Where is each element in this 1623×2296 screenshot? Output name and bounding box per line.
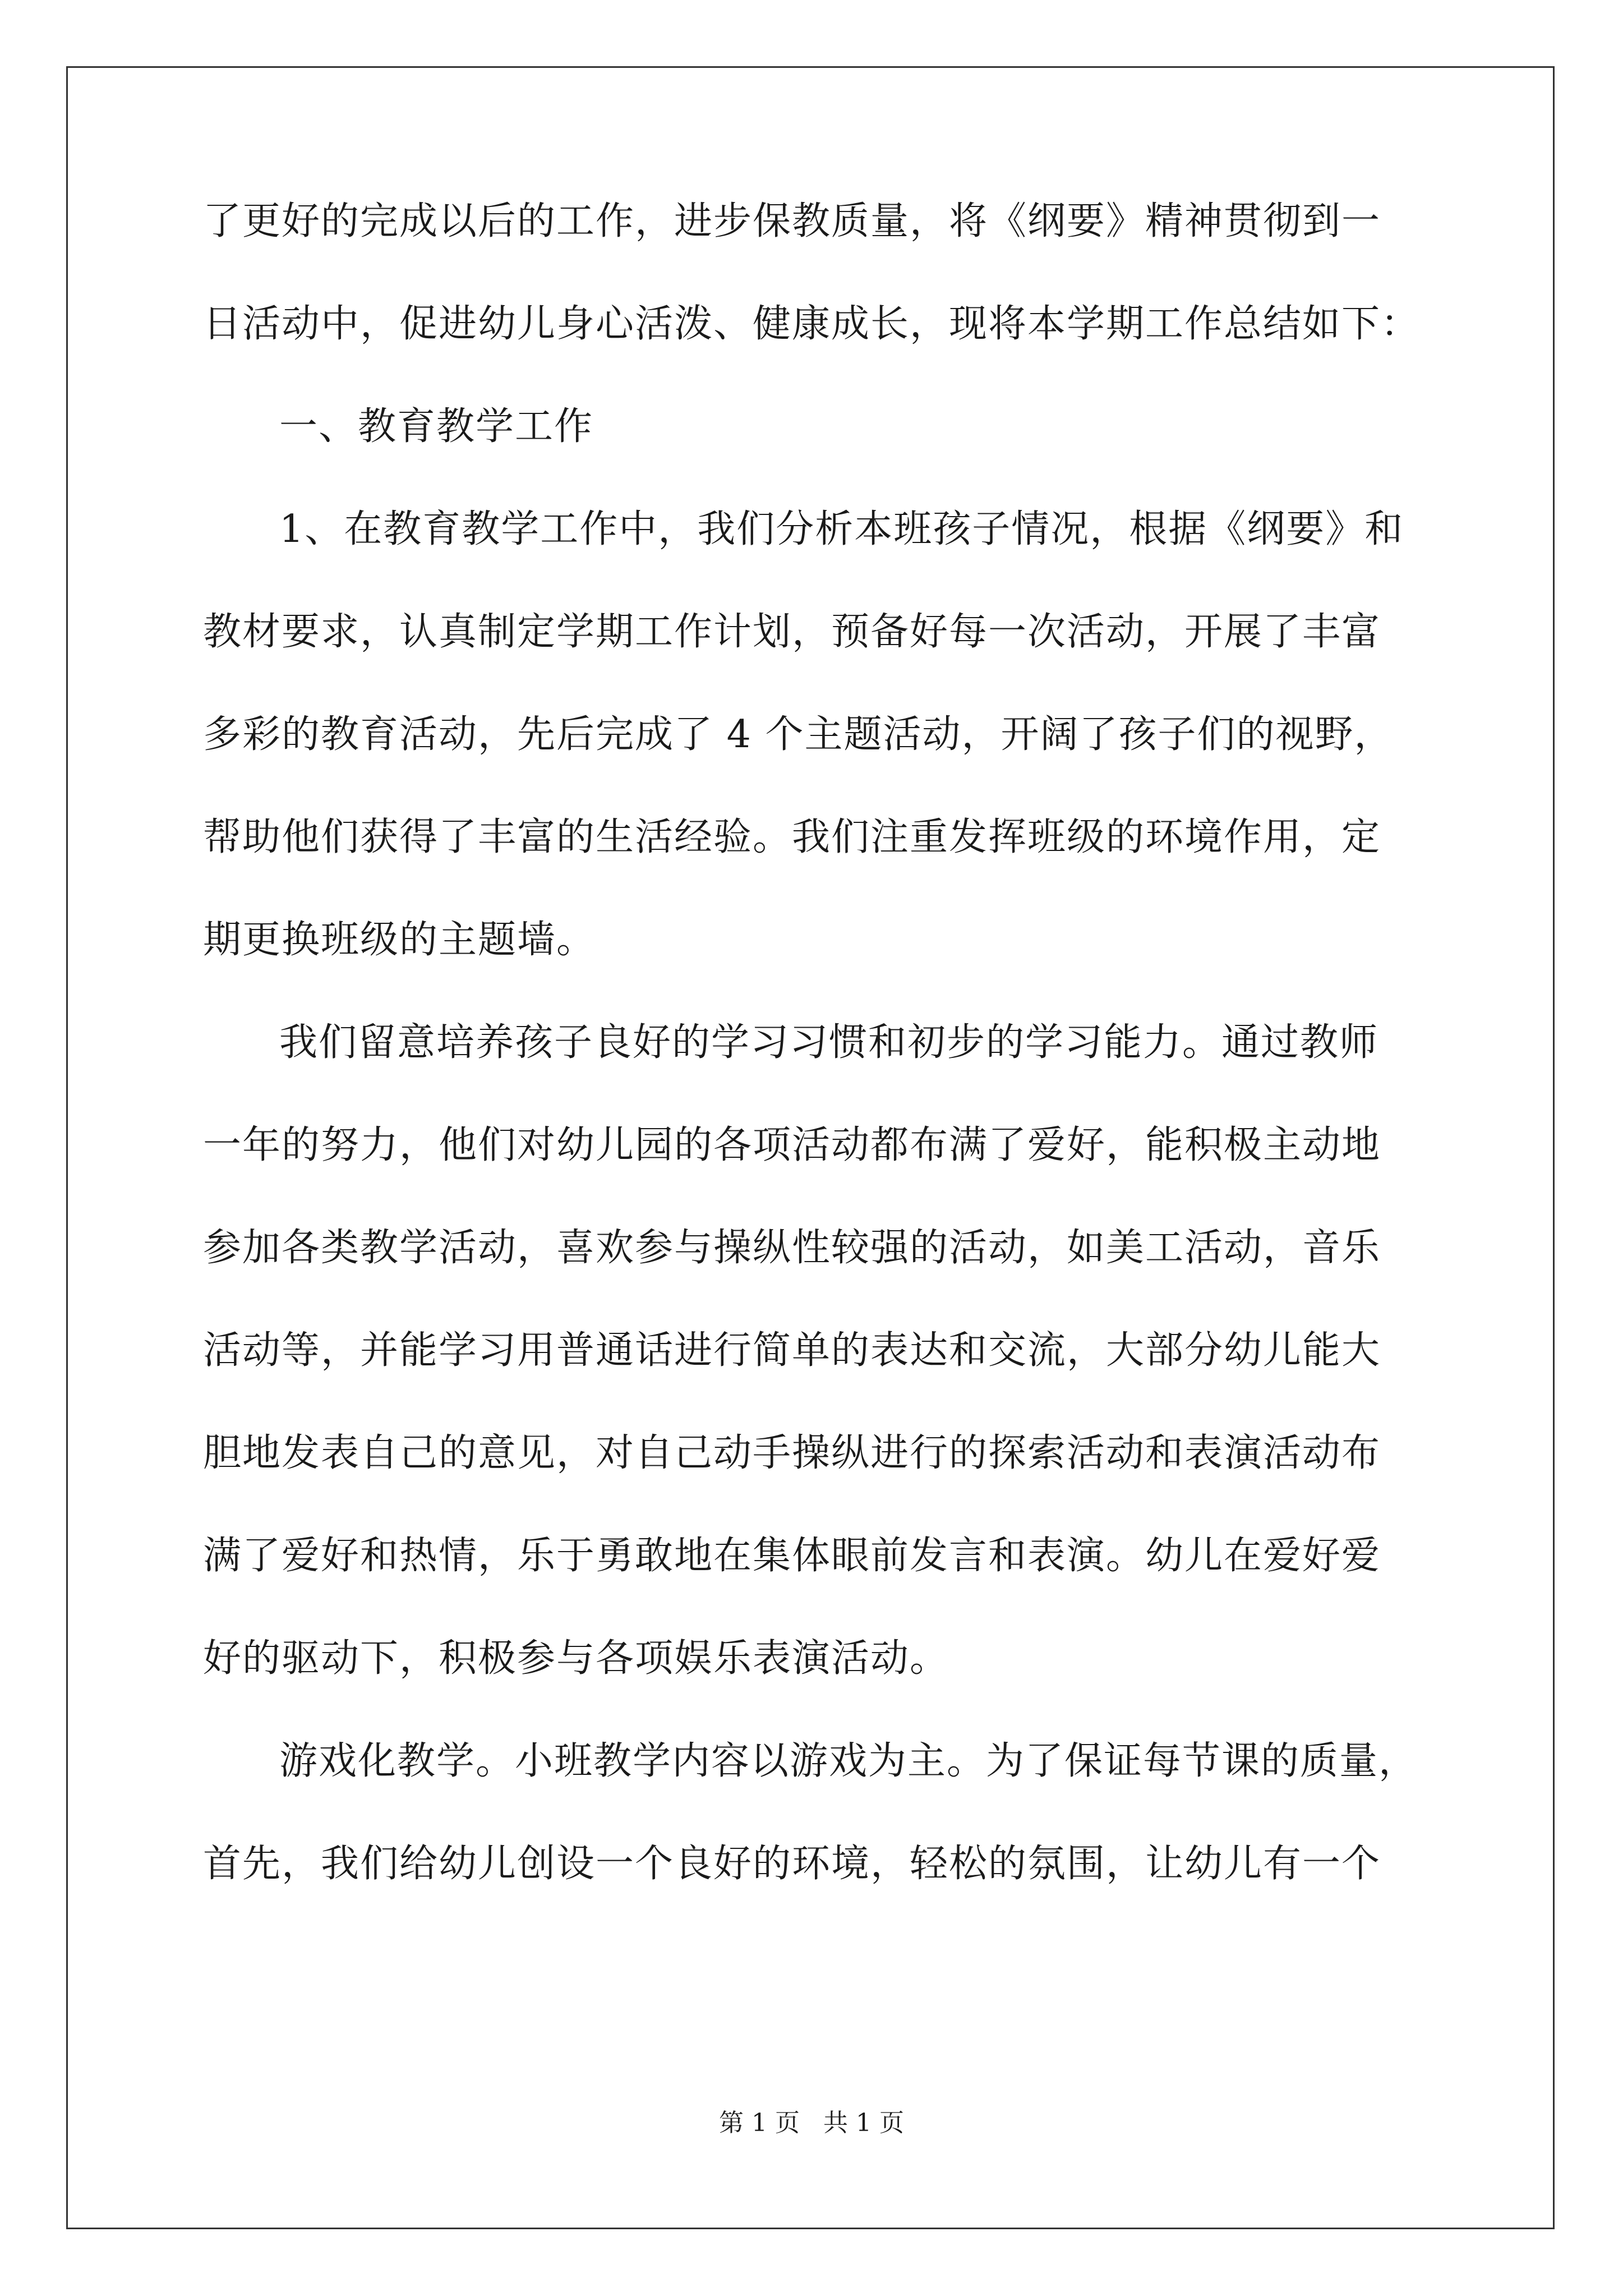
text-line: 活动等，并能学习用普通话进行简单的表达和交流，大部分幼儿能大 [203, 1328, 1381, 1373]
text-line: 期更换班级的主题墙。 [203, 918, 596, 962]
text-line: 多彩的教育活动，先后完成了 4 个主题活动，开阔了孩子们的视野， [203, 712, 1394, 757]
text-line: 首先，我们给幼儿创设一个良好的环境，轻松的氛围，让幼儿有一个 [203, 1842, 1381, 1886]
text-line: 游戏化教学。小班教学内容以游戏为主。为了保证每节课的质量， [279, 1739, 1418, 1783]
text-line: 日活动中，促进幼儿身心活泼、健康成长，现将本学期工作总结如下： [203, 302, 1421, 346]
section-heading: 一、教育教学工作 [279, 404, 594, 449]
text-line: 帮助他们获得了丰富的生活经验。我们注重发挥班级的环境作用，定 [203, 815, 1381, 859]
text-line: 满了爱好和热情，乐于勇敢地在集体眼前发言和表演。幼儿在爱好爱 [203, 1534, 1381, 1578]
document-body [203, 199, 1437, 1947]
text-line: 我们留意培养孩子良好的学习习惯和初步的学习能力。通过教师 [279, 1020, 1379, 1065]
page-footer: 第 1 页 共 1 页 [719, 2109, 904, 2137]
text-line: 一年的努力，他们对幼儿园的各项活动都布满了爱好，能积极主动地 [203, 1123, 1381, 1167]
text-line: 参加各类教学活动，喜欢参与操纵性较强的活动，如美工活动，音乐 [203, 1226, 1381, 1270]
text-line: 教材要求，认真制定学期工作计划，预备好每一次活动，开展了丰富 [203, 610, 1381, 654]
text-line: 胆地发表自己的意见，对自己动手操纵进行的探索活动和表演活动布 [203, 1431, 1381, 1475]
text-line: 了更好的完成以后的工作，进步保教质量，将《纲要》精神贯彻到一 [203, 199, 1381, 243]
text-line: 1、在教育教学工作中，我们分析本班孩子情况，根据《纲要》和 [279, 507, 1404, 551]
text-line: 好的驱动下，积极参与各项娱乐表演活动。 [203, 1636, 949, 1681]
